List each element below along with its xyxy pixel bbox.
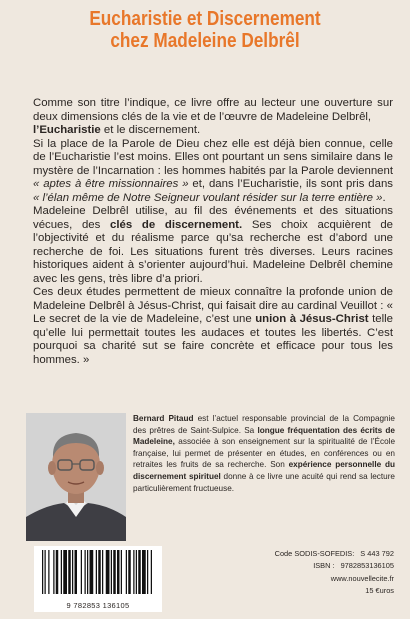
- isbn-label: ISBN :: [313, 561, 335, 571]
- barcode-bar: [48, 550, 49, 594]
- price: 15 €uros: [365, 586, 394, 596]
- barcode-bar: [53, 550, 54, 594]
- barcode-bar: [63, 550, 67, 594]
- barcode-bar: [61, 550, 62, 594]
- barcode-bar: [106, 550, 110, 594]
- barcode-bar: [147, 550, 148, 594]
- publisher-website: www.nouvellecite.fr: [330, 573, 394, 583]
- summary-paragraph: Comme son titre l’indique, ce livre offre au lecteur une ouverture sur deux dimensions clés de la vie et de l’œuvre de Madeleine Delbrêl, l’Eucharistie et le discernement.: [33, 97, 393, 136]
- sodis-code-label: Code SODIS-SOFEDIS:: [274, 549, 355, 558]
- barcode-bar: [111, 550, 112, 594]
- barcode-bar: [85, 550, 86, 594]
- barcode-bar: [42, 550, 43, 594]
- barcode-bar: [81, 550, 82, 594]
- barcode-bar: [75, 550, 78, 594]
- isbn-row: [275, 560, 394, 572]
- book-title: [29, 8, 382, 52]
- barcode-bar: [68, 550, 71, 594]
- author-bio: Bernard Pitaud est l’actuel responsable provincial de la Compagnie des prêtres de Saint-Sulpice. Sa longue fréquentation des écrits de Madeleine, associée à son enseignement sur la spiritualité de l’École française, lui permet de présenter en études, en conférences ou en retraites les fruits de sa recherche. Son expérience personnelle du discernement spirituel donne à ce livre une acuité qui rend sa lecture particulièrement fructueuse.: [133, 414, 395, 493]
- isbn-barcode: [34, 546, 162, 612]
- summary-paragraph: Madeleine Delbrêl utilise, au fil des événements et des situations vécues, des clés de discernement. Ses choix acquièrent de l’objectivité et du réalisme parce qu’sa recherche est d’abord une recherche de foi. Les situations furent très diverses. Leurs racines historiques aident à s’orienter aujourd’hui. Madeleine Delbrêl chemine avec les gens, très libre d’a priori.: [33, 205, 393, 285]
- barcode-bar: [96, 550, 97, 594]
- barcode-bar: [87, 550, 88, 594]
- barcode-bar: [45, 550, 46, 594]
- barcode-bar: [113, 550, 116, 594]
- barcode-bar: [98, 550, 101, 594]
- barcode-bar: [133, 550, 134, 594]
- barcode-bar: [136, 550, 137, 594]
- title-line-1: Eucharistie et Discernement: [89, 8, 321, 30]
- barcode-bar: [117, 550, 120, 594]
- barcode-bar: [126, 550, 127, 594]
- barcode-bar: [90, 550, 94, 594]
- author-photo: [26, 413, 126, 541]
- barcode-bar: [151, 550, 152, 594]
- barcode-bar: [142, 550, 146, 594]
- sodis-code-value: S 443 792: [360, 549, 394, 558]
- price-row: [275, 585, 394, 597]
- sodis-code-row: [275, 548, 394, 560]
- title-line-2: chez Madeleine Delbrêl: [110, 30, 300, 52]
- publisher-info: [275, 548, 394, 598]
- summary-paragraph: Ces deux études permettent de mieux connaître la profonde union de Madeleine Delbrêl à Jésus-Christ, qui faisait dire au cardinal Veuillot : « Le secret de la vie de Madeleine, c’est une union à Jésus-Christ telle qu’elle lui permettait toutes les audaces et toutes les libertés. C’est pourquoi sa charité sut se faire concrète et efficace pour tous les hommes. »: [33, 286, 393, 366]
- barcode-bar: [56, 550, 59, 594]
- summary-text: [33, 97, 393, 367]
- barcode-bar: [102, 550, 103, 594]
- barcode-bar: [121, 550, 122, 594]
- barcode-bars: [34, 546, 162, 602]
- barcode-bar: [138, 550, 141, 594]
- isbn-value: 9782853136105: [340, 561, 394, 571]
- barcode-bar: [128, 550, 131, 594]
- author-name: Bernard Pitaud: [133, 414, 194, 423]
- website-row: [275, 573, 394, 585]
- summary-paragraph: Si la place de la Parole de Dieu chez elle est déjà bien connue, celle de l’Eucharistie l’est moins. Elles ont pourtant un sens similaire dans le mystère de l’Incarnation : les hommes habités par la Parole deviennent « aptes à être missionnaires » et, dans l’Eucharistie, ils sont pris dans « l’élan même de Notre Seigneur voulant résider sur la terre entière ».: [33, 137, 393, 204]
- barcode-digits: 9 782853 136105: [66, 601, 130, 610]
- barcode-bar: [72, 550, 73, 594]
